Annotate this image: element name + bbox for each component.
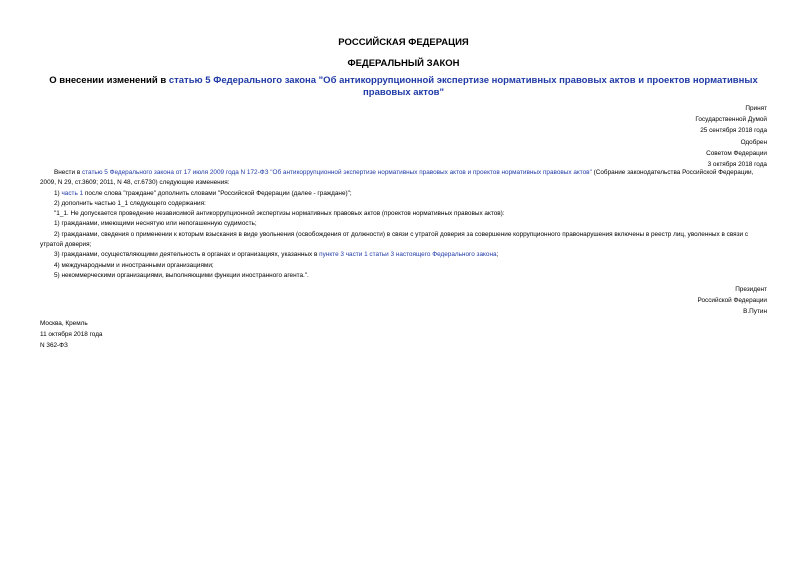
footer-block — [40, 318, 102, 352]
intro-link[interactable]: статью 5 Федерального закона от 17 июля 2009 года N 172-ФЗ "Об антикоррупционной экспертизе нормативных правовых актов и проектов нормативных правовых актов" — [81, 169, 592, 176]
item-1-link[interactable]: часть 1 — [61, 189, 84, 197]
adoption-line-5: Советом Федерации — [706, 149, 767, 157]
sub-item-4: 4) международными и иностранными организациями; — [54, 261, 214, 269]
sub-item-3-suffix: ; — [496, 251, 499, 259]
item-2: 2) дополнить частью 1_1 следующего содержания: — [54, 199, 206, 207]
footer-date: 11 октября 2018 года — [40, 331, 103, 339]
item-1-suffix: после слова "граждане" дополнить словами "Российской Федерации (далее - граждане)"; — [83, 189, 352, 197]
sub-item-1: 1) гражданами, имеющими неснятую или непогашенную судимость; — [54, 220, 257, 228]
intro-paragraph — [40, 168, 770, 189]
country-heading: РОССИЙСКАЯ ФЕДЕРАЦИЯ — [338, 37, 469, 48]
item-1-prefix: 1) — [54, 189, 62, 197]
document-title — [40, 75, 767, 99]
sub-item-2: 2) гражданами, сведения о применении к которым взыскания в виде увольнения (освобождения от должности) в связи с утратой доверия за совершение коррупционного правонарушения включены в реестр лиц, уволенных в связи с утратой доверия; — [40, 230, 749, 249]
title-prefix: О внесении изменений в — [49, 75, 169, 86]
intro-prefix: Внести в — [54, 169, 82, 176]
adoption-line-6: 3 октября 2018 года — [707, 161, 767, 169]
footer-place: Москва, Кремль — [40, 320, 88, 327]
footer-number: N 362-ФЗ — [40, 342, 68, 350]
item-1 — [40, 189, 770, 199]
sub-item-3-link[interactable]: пункте 3 части 1 статьи 3 настоящего Федерального закона — [319, 251, 497, 259]
paragraph-1-1: "1_1. Не допускается проведение независимой антикоррупционной экспертизы нормативных правовых актов (проектов нормативных правовых актов): — [54, 210, 505, 218]
adoption-line-4: Одобрен — [740, 138, 767, 146]
signature-name: В.Путин — [743, 308, 767, 316]
sub-item-3 — [40, 250, 770, 260]
adoption-line-2: Государственной Думой — [695, 116, 767, 124]
signature-block — [698, 284, 768, 318]
adoption-line-1: Принят — [745, 105, 767, 112]
document-type-heading: ФЕДЕРАЛЬНЫЙ ЗАКОН — [347, 58, 460, 69]
signature-country: Российской Федерации — [697, 297, 767, 305]
sub-item-3-prefix: 3) гражданами, осуществляющими деятельность в органах и организациях, указанных в — [54, 251, 320, 259]
adoption-block — [695, 103, 767, 170]
document-body — [40, 168, 770, 281]
adoption-line-3: 25 сентября 2018 года — [700, 127, 767, 135]
intro-suffix: (Собрание законодательства Российской Федерации, 2009, N 29, ст.3609; 2011, N 48, ст.6730) следующие изменения: — [40, 169, 754, 187]
signature-title: Президент — [735, 286, 767, 293]
sub-item-5: 5) некоммерческими организациями, выполняющими функции иностранного агента.". — [54, 271, 309, 279]
title-link[interactable]: статью 5 Федерального закона "Об антикоррупционной экспертизе нормативных правовых актов и проектов нормативных правовых актов" — [168, 75, 758, 98]
